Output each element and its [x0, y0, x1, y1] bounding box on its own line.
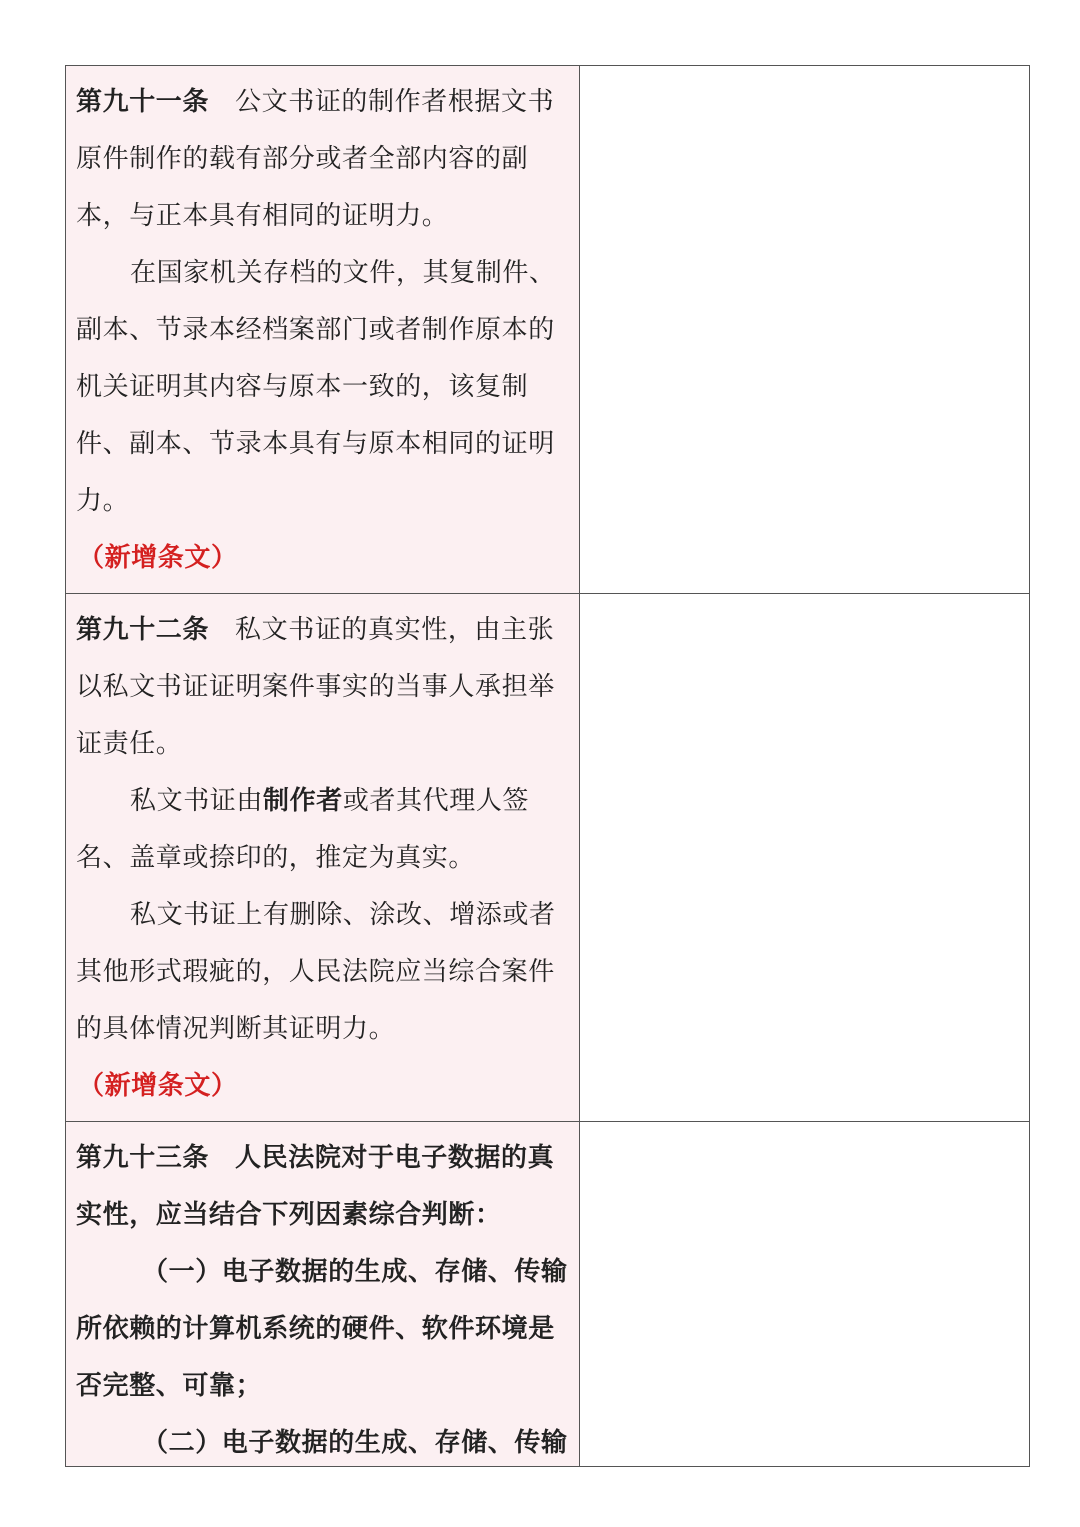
- article-92-emphasis: 制作者: [263, 786, 343, 816]
- table-row: [66, 66, 1030, 594]
- article-92-text-1: 私文书证的真实性，由主张以私文书证证明案件事实的当事人承担举证责任。: [76, 615, 555, 759]
- article-93-item-2: （二）电子数据的生成、存储、传输: [142, 1428, 568, 1458]
- article-92-cell: [66, 594, 580, 1122]
- article-93-text-1: 人民法院对于电子数据的真实性，应当结合下列因素综合判断：: [76, 1143, 555, 1230]
- empty-cell: [580, 66, 1030, 594]
- article-91-cell: [66, 66, 580, 594]
- article-92-paragraph-3: 私文书证上有删除、涂改、增添或者其他形式瑕疵的，人民法院应当综合案件的具体情况判断其证明力。: [76, 900, 556, 1044]
- table-row: [66, 1122, 1030, 1467]
- article-92-text-2a: 私文书证由: [130, 786, 264, 816]
- article-91-paragraph-1: [76, 74, 569, 245]
- article-92-title: 第九十二条: [76, 615, 210, 645]
- article-92-text-2c: 或者其代理人签名、盖章或捺印的，推定为真实。: [76, 786, 530, 873]
- article-93-cell: [66, 1122, 580, 1467]
- article-92-paragraph-2: [76, 773, 569, 887]
- article-92-paragraph-1: [76, 602, 569, 773]
- article-93-item-1: （一）电子数据的生成、存储、传输所依赖的计算机系统的硬件、软件环境是否完整、可靠；: [76, 1257, 568, 1401]
- new-article-tag: （新增条文）: [78, 1071, 238, 1101]
- empty-cell: [580, 594, 1030, 1122]
- article-91-paragraph-2: 在国家机关存档的文件，其复制件、副本、节录本经档案部门或者制作原本的机关证明其内容与原本一致的，该复制件、副本、节录本具有与原本相同的证明力。: [76, 258, 556, 516]
- article-91-text-1: 公文书证的制作者根据文书原件制作的载有部分或者全部内容的副本，与正本具有相同的证明力。: [76, 87, 555, 231]
- comparison-table: [65, 65, 1030, 1467]
- empty-cell: [580, 1122, 1030, 1467]
- article-93-paragraph-1: [76, 1130, 569, 1244]
- new-article-tag: （新增条文）: [78, 543, 238, 573]
- table-row: [66, 594, 1030, 1122]
- article-91-title: 第九十一条: [76, 87, 210, 117]
- article-93-title: 第九十三条: [76, 1143, 210, 1173]
